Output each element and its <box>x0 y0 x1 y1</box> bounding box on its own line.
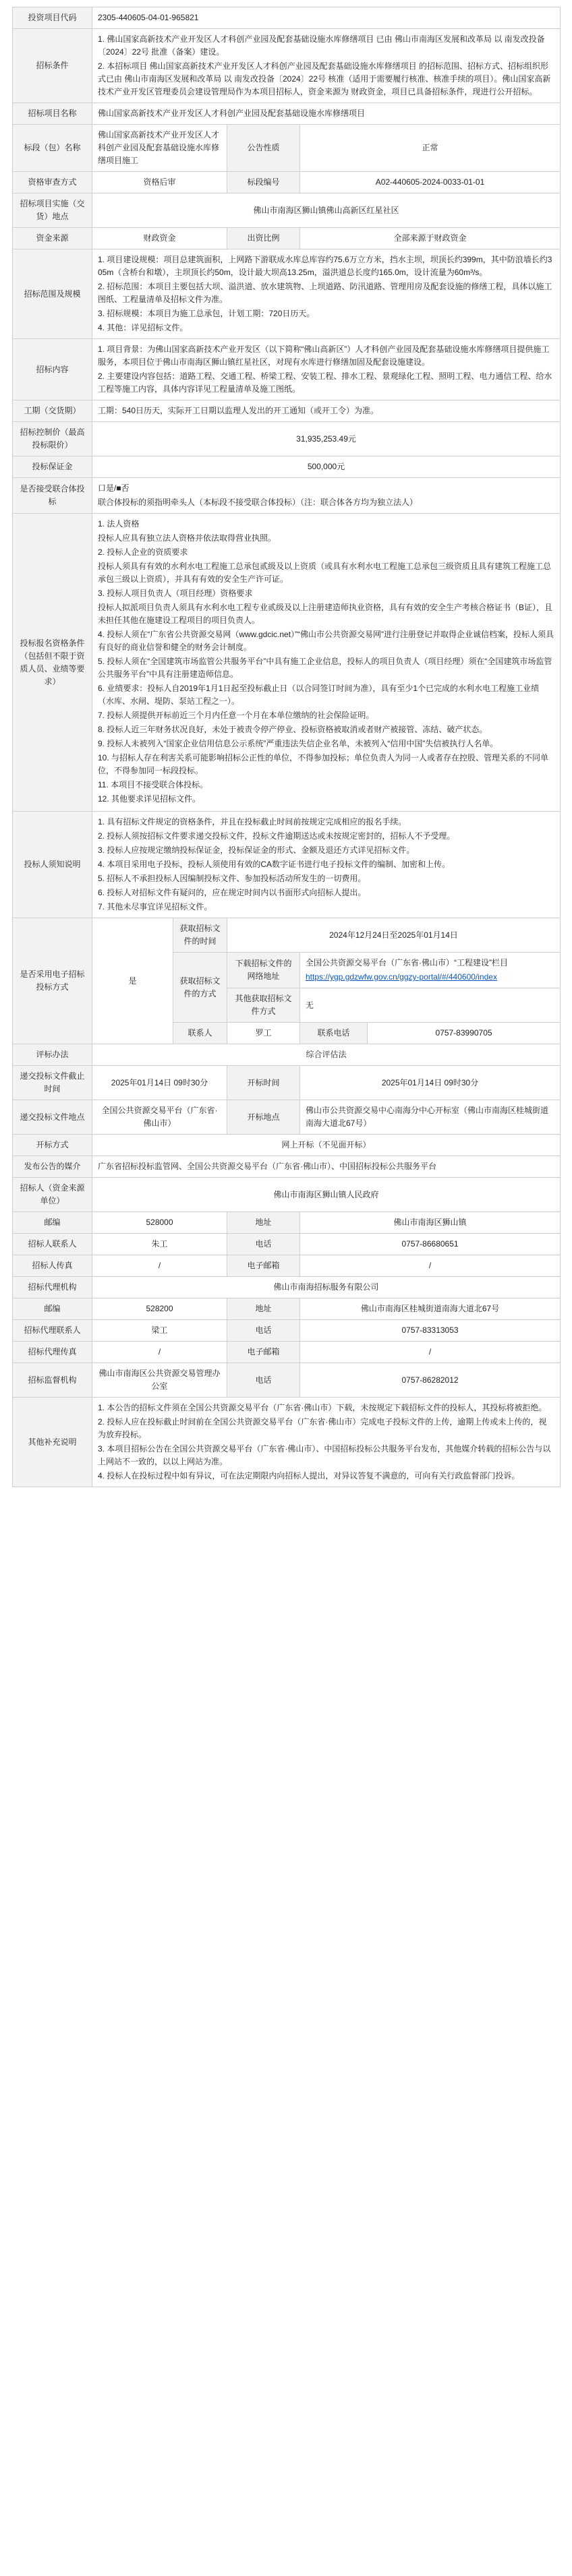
row-funding <box>13 228 561 249</box>
bid-note-para: 3. 投标人应按规定缴纳投标保证金，投标保证金的形式、金额及退还方式详见招标文件。 <box>98 845 415 855</box>
doc-contact-label: 联系人 <box>173 1023 227 1044</box>
eval-method-value: 综合评估法 <box>92 1044 561 1066</box>
section-code-label: 标段编号 <box>227 172 300 193</box>
agency-addr-label: 地址 <box>227 1298 300 1320</box>
row-overview <box>13 339 561 400</box>
bidder-req-para: 投标人应具有独立法人资格并依法取得营业执照。 <box>98 533 277 543</box>
row-supervisor <box>13 1363 561 1398</box>
supervisor-phone-label: 电话 <box>227 1363 300 1398</box>
agency-phone-value: 0757-83313053 <box>300 1320 561 1342</box>
bidder-req-para: 1. 法人资格 <box>98 519 140 529</box>
bidder-req-para: 10. 与招标人存在利害关系可能影响招标公正性的单位，不得参加投标；单位负责人为同一人或者存在控股、管理关系的不同单位，不得参加同一标段投标。 <box>98 753 549 775</box>
publish-media-label: 发布公告的媒介 <box>13 1156 92 1178</box>
bid-note-para: 7. 其他未尽事宜详见招标文件。 <box>98 902 212 911</box>
overview-para: 2. 主要建设内容包括：道路工程、交通工程、桥梁工程、安装工程、排水工程、景观绿化工程、照明工程、电力通信工程、给水工程等施工内容，具体内容详见工程量清单及施工图纸。 <box>98 371 552 394</box>
agency-fax-label: 招标代理传真 <box>13 1342 92 1363</box>
other-method-label: 其他获取招标文件方式 <box>227 988 300 1023</box>
bidder-req-para: 9. 投标人未被列入“国家企业信用信息公示系统”严重违法失信企业名单，未被列入“信用中国”失信被执行人名单。 <box>98 739 498 748</box>
tenderer-fax-label: 招标人传真 <box>13 1255 92 1277</box>
bid-note-para: 5. 招标人不承担投标人因编制投标文件、参加投标活动所发生的一切费用。 <box>98 874 366 883</box>
deadline-value: 2025年01月14日 09时30分 <box>92 1066 227 1100</box>
notice-table <box>12 7 561 1487</box>
scope-para: 4. 其他：详见招标文件。 <box>98 323 188 332</box>
row-other <box>13 1398 561 1487</box>
consortium-label: 是否接受联合体投标 <box>13 478 92 514</box>
bid-note-label: 投标人须知说明 <box>13 812 92 918</box>
project-name-label: 招标项目名称 <box>13 103 92 125</box>
other-para: 4. 投标人在投标过程中如有异议，可在法定期限内向招标人提出，对异议答复不满意的，可向有关行政监督部门投诉。 <box>98 1471 520 1480</box>
duration-label: 工期（交货期） <box>13 400 92 422</box>
deposit-value: 500,000元 <box>92 456 561 478</box>
eval-method-label: 评标办法 <box>13 1044 92 1066</box>
agency-email-label: 电子邮箱 <box>227 1342 300 1363</box>
electronic-label: 是否采用电子招标投标方式 <box>13 918 92 1044</box>
download-url-link[interactable]: https://ygp.gdzwfw.gov.cn/ggzy-portal/#/440600/index <box>306 972 497 982</box>
location-value: 佛山市南海区狮山镇佛山高新区红星社区 <box>92 193 561 228</box>
agency-email-value: / <box>300 1342 561 1363</box>
row-budget <box>13 422 561 456</box>
tenderer-addr-label: 地址 <box>227 1212 300 1234</box>
row-deadline <box>13 1066 561 1100</box>
section-name-label: 标段（包）名称 <box>13 125 92 172</box>
row-tenderer-fax <box>13 1255 561 1277</box>
bidder-req-para: 6. 业绩要求：投标人自2019年1月1日起至投标截止日（以合同签订时间为准），具有至少1个已完成的水利水电工程施工业绩（水库、水闸、堤防、泵站工程之一）。 <box>98 684 540 706</box>
row-submission <box>13 1100 561 1135</box>
other-method-value: 无 <box>300 988 561 1023</box>
row-qualification <box>13 172 561 193</box>
supervisor-label: 招标监督机构 <box>13 1363 92 1398</box>
row-deposit <box>13 456 561 478</box>
agency-addr-value: 佛山市南海区桂城街道南海大道北67号 <box>300 1298 561 1320</box>
approval-para: 1. 佛山国家高新技术产业开发区人才科创产业园及配套基础设施水库修缮项目 已由 佛山市南海区发展和改革局 以 南发改投备〔2024〕22号 批准（备案）建设。 <box>98 34 545 57</box>
status-label: 公告性质 <box>227 125 300 172</box>
row-agency-zip <box>13 1298 561 1320</box>
bid-note-value <box>92 812 561 918</box>
doc-contact-value: 罗工 <box>227 1023 300 1044</box>
overview-value <box>92 339 561 400</box>
scope-para: 3. 招标规模：本项目为施工总承包，计划工期：720日历天。 <box>98 309 315 318</box>
overview-para: 1. 项目背景：为佛山国家高新技术产业开发区（以下简称“佛山高新区”）人才科创产业园及配套基础设施水库修缮项目提供施工服务，本项目位于佛山市南海区狮山镇红星社区，对现有水库进行修缮加固及配套设施建设。 <box>98 345 550 367</box>
tenderer-zip-label: 邮编 <box>13 1212 92 1234</box>
submission-value: 全国公共资源交易平台（广东省·佛山市） <box>92 1100 227 1135</box>
project-name-value: 佛山国家高新技术产业开发区人才科创产业园及配套基础设施水库修缮项目 <box>92 103 561 125</box>
tenderer-phone-label: 电话 <box>227 1234 300 1255</box>
funding-value: 财政资金 <box>92 228 227 249</box>
bidder-req-para: 4. 投标人须在“广东省公共资源交易网（www.gdcic.net）”“佛山市公共资源交易网”进行注册登记并取得企业诚信档案，投标人须具有良好的商业信誉和健全的财务会计制度。 <box>98 630 554 652</box>
tenderer-fax-value: / <box>92 1255 227 1277</box>
deadline-label: 递交投标文件截止时间 <box>13 1066 92 1100</box>
bidder-req-para: 5. 投标人须在“全国建筑市场监管公共服务平台”中具有施工企业信息，投标人的项目负责人（项目经理）须在“全国建筑市场监管公共服务平台”中具有注册建造师信息。 <box>98 657 552 679</box>
obtain-time-label: 获取招标文件的时间 <box>173 918 227 953</box>
row-consortium <box>13 478 561 514</box>
download-platform: 全国公共资源交易平台（广东省·佛山市）“工程建设”栏目 <box>306 958 508 967</box>
section-code-value: A02-440605-2024-0033-01-01 <box>300 172 561 193</box>
row-publish-media <box>13 1156 561 1178</box>
section-name-value: 佛山国家高新技术产业开发区人才科创产业园及配套基础设施水库修缮项目施工 <box>92 125 227 172</box>
supervisor-value: 佛山市南海区公共资源交易管理办公室 <box>92 1363 227 1398</box>
other-para: 1. 本公告的招标文件须在全国公共资源交易平台（广东省·佛山市）下载，未按规定下载招标文件的投标人，其投标将被拒绝。 <box>98 1403 547 1412</box>
download-address-label: 下载招标文件的网络地址 <box>227 953 300 988</box>
agency-value: 佛山市南海招标服务有限公司 <box>92 1277 561 1298</box>
tenderer-addr-value: 佛山市南海区狮山镇 <box>300 1212 561 1234</box>
row-eval-method <box>13 1044 561 1066</box>
publish-media-value: 广东省招标投标监管网、全国公共资源交易平台（广东省·佛山市）、中国招标投标公共服务平台 <box>92 1156 561 1178</box>
funding-ratio-label: 出资比例 <box>227 228 300 249</box>
funding-ratio-value: 全部来源于财政资金 <box>300 228 561 249</box>
funding-label: 资金来源 <box>13 228 92 249</box>
bidder-req-value <box>92 514 561 812</box>
electronic-value: 是 <box>92 918 173 1044</box>
bidder-req-para: 2. 投标人企业的资质要求 <box>98 547 188 557</box>
agency-phone-label: 电话 <box>227 1320 300 1342</box>
approval-label: 招标条件 <box>13 29 92 103</box>
row-project-code <box>13 7 561 29</box>
bidder-req-para: 投标人须具有有效的水利水电工程施工总承包贰级及以上资质（或具有水利水电工程施工总承包三级资质且具有建筑工程施工总承包三级以上资质），并具有有效的安全生产许可证。 <box>98 562 552 584</box>
other-para: 2. 投标人应在投标截止时间前在全国公共资源交易平台（广东省·佛山市）完成电子投标文件的上传，逾期上传或未上传的，视为放弃投标。 <box>98 1417 547 1439</box>
submission-label: 递交投标文件地点 <box>13 1100 92 1135</box>
scope-para: 1. 项目建设规模：项目总建筑面积，上网路下游联成水库总库容约75.6万立方米，挡水主坝，坝顶长约399m，其中防浪墙长约305m（含桥台和墩），主坝顶长约50m，设计最大坝高13.25m，溢洪道总长度约165.0m，设计流量为60m³/s。 <box>98 255 552 277</box>
agency-label: 招标代理机构 <box>13 1277 92 1298</box>
project-code-label: 投资项目代码 <box>13 7 92 29</box>
overview-label: 招标内容 <box>13 339 92 400</box>
scope-value <box>92 249 561 339</box>
row-tenderer-zip <box>13 1212 561 1234</box>
row-opening-method <box>13 1135 561 1156</box>
project-code-value: 2305-440605-04-01-965821 <box>92 7 561 29</box>
budget-label: 招标控制价（最高投标限价） <box>13 422 92 456</box>
qualification-label: 资格审查方式 <box>13 172 92 193</box>
scope-label: 招标范围及规模 <box>13 249 92 339</box>
other-value <box>92 1398 561 1487</box>
bidder-req-para: 投标人拟派项目负责人须具有水利水电工程专业贰级及以上注册建造师执业资格，具有有效的安全生产考核合格证书（B证），且未担任其他在施建设工程项目的项目负责人。 <box>98 603 553 625</box>
row-tenderer-contact <box>13 1234 561 1255</box>
bidder-req-para: 7. 投标人须提供开标前近三个月内任意一个月在本单位缴纳的社会保险证明。 <box>98 711 374 720</box>
row-tenderer <box>13 1178 561 1212</box>
row-agency <box>13 1277 561 1298</box>
row-section-name <box>13 125 561 172</box>
tenderer-value: 佛山市南海区狮山镇人民政府 <box>92 1178 561 1212</box>
bid-note-para: 6. 投标人对招标文件有疑问的，应在规定时间内以书面形式向招标人提出。 <box>98 888 366 897</box>
consortium-value <box>92 478 561 514</box>
open-time-value: 2025年01月14日 09时30分 <box>300 1066 561 1100</box>
bid-note-para: 1. 具有招标文件规定的资格条件，并且在投标截止时间前按规定完成相应的报名手续。 <box>98 817 407 827</box>
consortium-para: 口是/■否 <box>98 483 130 493</box>
opening-method-value: 网上开标（不见面开标） <box>92 1135 561 1156</box>
row-duration <box>13 400 561 422</box>
open-place-value: 佛山市公共资源交易中心南海分中心开标室（佛山市南海区桂城街道南海大道北67号） <box>300 1100 561 1135</box>
tenderer-contact-value: 朱工 <box>92 1234 227 1255</box>
other-label: 其他补充说明 <box>13 1398 92 1487</box>
row-location <box>13 193 561 228</box>
tenderer-contact-label: 招标人联系人 <box>13 1234 92 1255</box>
row-scope <box>13 249 561 339</box>
bidder-req-para: 11. 本项目不接受联合体投标。 <box>98 780 208 789</box>
open-place-label: 开标地点 <box>227 1100 300 1135</box>
tenderer-label: 招标人（资金来源单位） <box>13 1178 92 1212</box>
row-project-name <box>13 103 561 125</box>
agency-contact-value: 梁工 <box>92 1320 227 1342</box>
bidder-req-label: 投标报名资格条件（包括但不限于资质人员、业绩等要求） <box>13 514 92 812</box>
deposit-label: 投标保证金 <box>13 456 92 478</box>
agency-zip-label: 邮编 <box>13 1298 92 1320</box>
status-value: 正常 <box>300 125 561 172</box>
obtain-method-label: 获取招标文件的方式 <box>173 953 227 1023</box>
doc-phone-label: 联系电话 <box>300 1023 368 1044</box>
bidder-req-para: 3. 投标人项目负责人（项目经理）资格要求 <box>98 589 253 598</box>
doc-phone-value: 0757-83990705 <box>368 1023 561 1044</box>
approval-para: 2. 本招标项目 佛山国家高新技术产业开发区人才科创产业园及配套基础设施水库修缮项目 的招标范围、招标方式、招标组织形式已由 佛山市南海区发展和改革局 以 南发改投备〔2024〕22号 核准（适用于需要履行核准、核准手续的项目）。佛山国家高新技术产业开发区管理委员会建设管理局作为本项目招标人，资金来源为 财政资金，项目已具备招标条件，现进行公开招标。 <box>98 61 551 96</box>
supervisor-phone-value: 0757-86282012 <box>300 1363 561 1398</box>
row-agency-fax <box>13 1342 561 1363</box>
duration-value: 工期：540日历天，实际开工日期以监理人发出的开工通知（或开工令）为准。 <box>92 400 561 422</box>
row-approval <box>13 29 561 103</box>
scope-para: 2. 招标范围：本项目主要包括大坝、溢洪道、放水建筑物、上坝道路、防汛道路、管理用房及配套设施的修缮工程，具体以施工图纸、工程量清单及招标文件为准。 <box>98 282 552 304</box>
bid-note-para: 4. 本项目采用电子投标，投标人须使用有效的CA数字证书进行电子投标文件的编制、加密和上传。 <box>98 860 451 869</box>
location-label: 招标项目实施（交货）地点 <box>13 193 92 228</box>
opening-method-label: 开标方式 <box>13 1135 92 1156</box>
tenderer-email-label: 电子邮箱 <box>227 1255 300 1277</box>
bidder-req-para: 12. 其他要求详见招标文件。 <box>98 794 201 804</box>
agency-contact-label: 招标代理联系人 <box>13 1320 92 1342</box>
budget-value: 31,935,253.49元 <box>92 422 561 456</box>
row-electronic-1 <box>13 918 561 953</box>
approval-value <box>92 29 561 103</box>
obtain-time-value: 2024年12月24日至2025年01月14日 <box>227 918 561 953</box>
download-address-value <box>300 953 561 988</box>
agency-zip-value: 528200 <box>92 1298 227 1320</box>
tenderer-zip-value: 528000 <box>92 1212 227 1234</box>
notice-sheet <box>12 7 560 1491</box>
bid-note-para: 2. 投标人须按招标文件要求递交投标文件，投标文件逾期送达或未按规定密封的，招标人不予受理。 <box>98 831 455 841</box>
consortium-para: 联合体投标的须指明牵头人（本标段不接受联合体投标）（注：联合体各方均为独立法人） <box>98 498 418 507</box>
tenderer-phone-value: 0757-86680651 <box>300 1234 561 1255</box>
tenderer-email-value: / <box>300 1255 561 1277</box>
row-agency-contact <box>13 1320 561 1342</box>
bidder-req-para: 8. 投标人近三年财务状况良好，未处于被责令停产停业、投标资格被取消或者财产被接管、冻结、破产状态。 <box>98 725 488 734</box>
row-bidder-requirements <box>13 514 561 812</box>
row-bid-note <box>13 812 561 918</box>
agency-fax-value: / <box>92 1342 227 1363</box>
open-time-label: 开标时间 <box>227 1066 300 1100</box>
qualification-value: 资格后审 <box>92 172 227 193</box>
other-para: 3. 本项目招标公告在全国公共资源交易平台（广东省·佛山市）、中国招标投标公共服务平台发布，其他媒介转载的招标公告与以上网站不一致的，以以上网站为准。 <box>98 1444 551 1466</box>
